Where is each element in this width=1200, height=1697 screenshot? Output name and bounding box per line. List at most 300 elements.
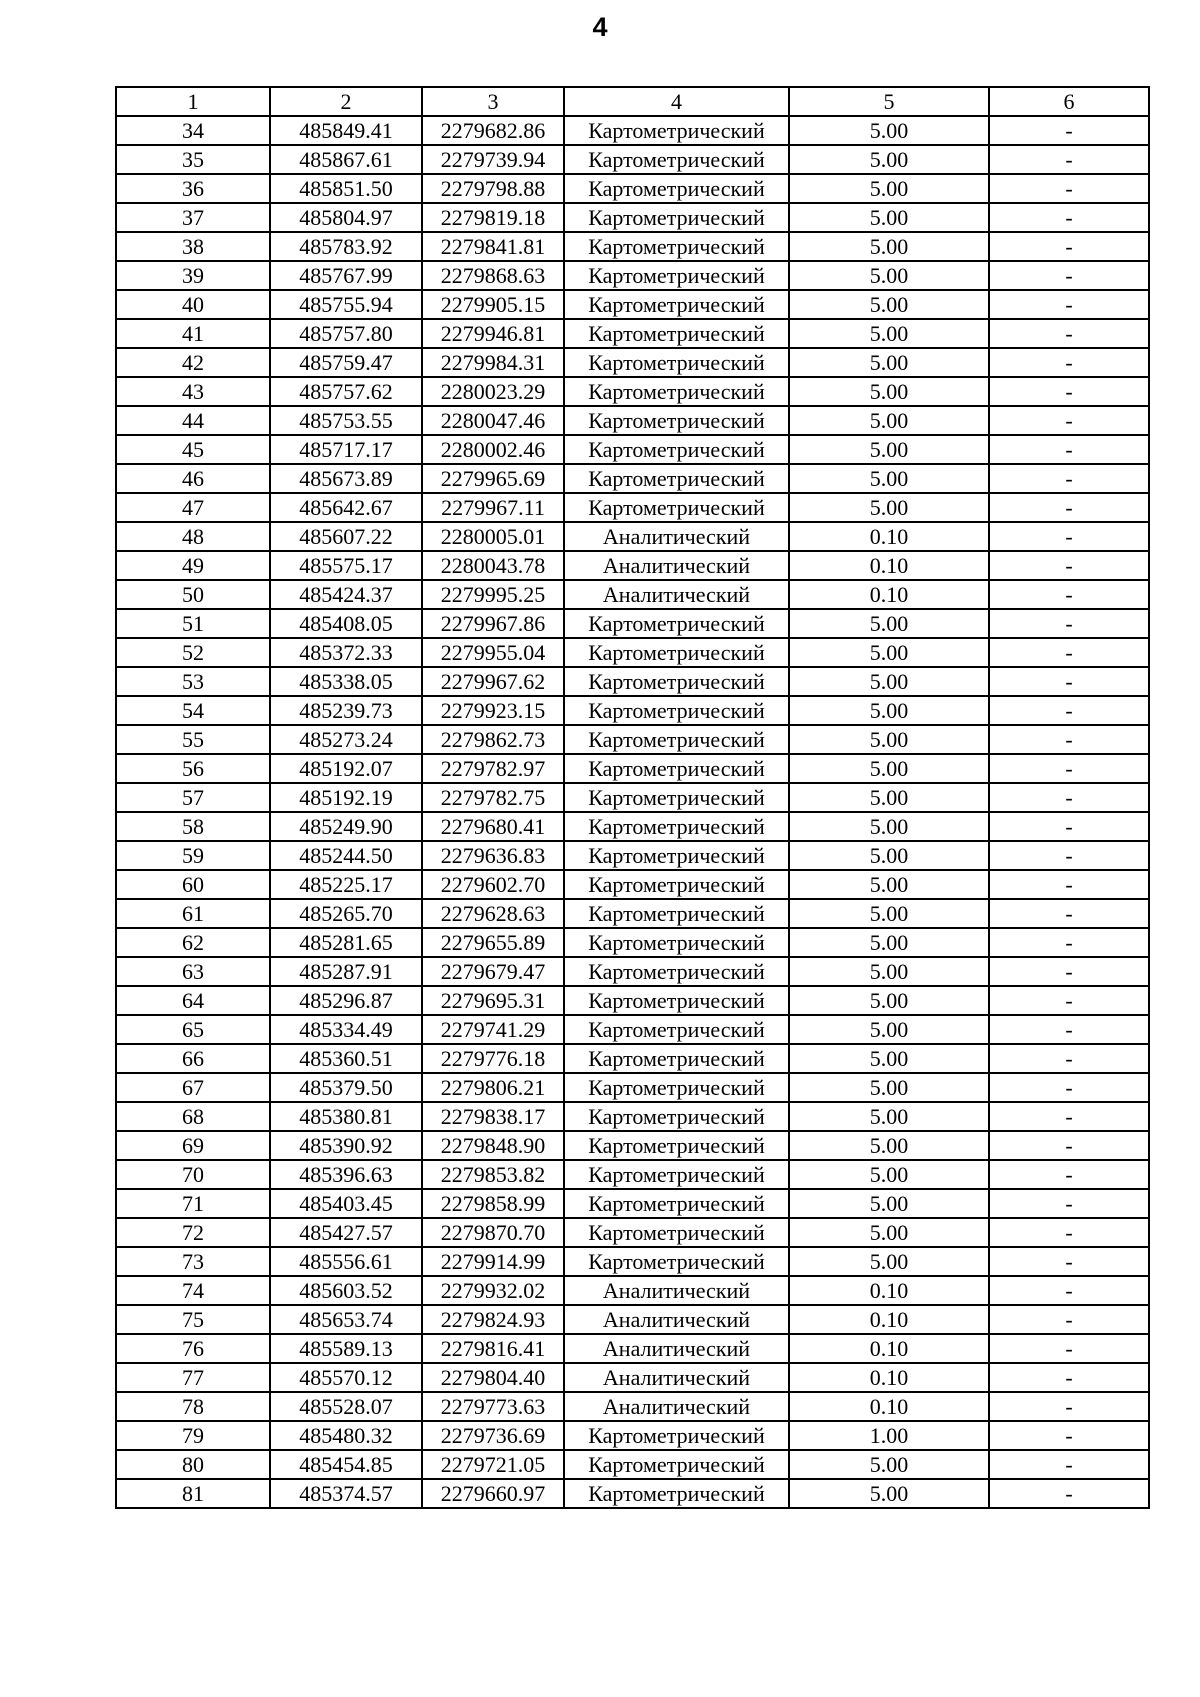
method-cell: Картометрический xyxy=(564,1160,789,1189)
point-number-cell: 62 xyxy=(116,928,270,957)
accuracy-cell: 5.00 xyxy=(789,174,989,203)
table-row xyxy=(116,1160,1149,1189)
description-cell: - xyxy=(989,1276,1149,1305)
table-row xyxy=(116,290,1149,319)
accuracy-cell: 5.00 xyxy=(789,1247,989,1276)
table-row xyxy=(116,812,1149,841)
accuracy-cell: 5.00 xyxy=(789,290,989,319)
point-number-cell: 75 xyxy=(116,1305,270,1334)
y-coordinate-cell: 2279739.94 xyxy=(422,145,564,174)
y-coordinate-cell: 2279955.04 xyxy=(422,638,564,667)
table-row xyxy=(116,406,1149,435)
method-cell: Аналитический xyxy=(564,1392,789,1421)
x-coordinate-cell: 485480.32 xyxy=(270,1421,422,1450)
point-number-cell: 40 xyxy=(116,290,270,319)
y-coordinate-cell: 2279806.21 xyxy=(422,1073,564,1102)
description-cell: - xyxy=(989,290,1149,319)
description-cell: - xyxy=(989,493,1149,522)
description-cell: - xyxy=(989,319,1149,348)
table-row xyxy=(116,1450,1149,1479)
table-row xyxy=(116,174,1149,203)
method-cell: Картометрический xyxy=(564,1421,789,1450)
method-cell: Картометрический xyxy=(564,638,789,667)
point-number-cell: 50 xyxy=(116,580,270,609)
point-number-cell: 69 xyxy=(116,1131,270,1160)
y-coordinate-cell: 2279967.62 xyxy=(422,667,564,696)
point-number-cell: 72 xyxy=(116,1218,270,1247)
method-cell: Картометрический xyxy=(564,1015,789,1044)
method-cell: Картометрический xyxy=(564,1102,789,1131)
method-cell: Картометрический xyxy=(564,725,789,754)
method-cell: Картометрический xyxy=(564,145,789,174)
description-cell: - xyxy=(989,580,1149,609)
x-coordinate-cell: 485867.61 xyxy=(270,145,422,174)
column-header-6: 6 xyxy=(989,87,1149,116)
description-cell: - xyxy=(989,1450,1149,1479)
description-cell: - xyxy=(989,667,1149,696)
x-coordinate-cell: 485603.52 xyxy=(270,1276,422,1305)
point-number-cell: 35 xyxy=(116,145,270,174)
x-coordinate-cell: 485265.70 xyxy=(270,899,422,928)
description-cell: - xyxy=(989,841,1149,870)
description-cell: - xyxy=(989,145,1149,174)
point-number-cell: 60 xyxy=(116,870,270,899)
x-coordinate-cell: 485454.85 xyxy=(270,1450,422,1479)
y-coordinate-cell: 2279841.81 xyxy=(422,232,564,261)
y-coordinate-cell: 2280005.01 xyxy=(422,522,564,551)
point-number-cell: 49 xyxy=(116,551,270,580)
description-cell: - xyxy=(989,1015,1149,1044)
y-coordinate-cell: 2279868.63 xyxy=(422,261,564,290)
point-number-cell: 44 xyxy=(116,406,270,435)
description-cell: - xyxy=(989,174,1149,203)
y-coordinate-cell: 2279858.99 xyxy=(422,1189,564,1218)
description-cell: - xyxy=(989,1218,1149,1247)
table-row xyxy=(116,203,1149,232)
accuracy-cell: 1.00 xyxy=(789,1421,989,1450)
y-coordinate-cell: 2279995.25 xyxy=(422,580,564,609)
accuracy-cell: 5.00 xyxy=(789,638,989,667)
table-row xyxy=(116,1421,1149,1450)
column-header-3: 3 xyxy=(422,87,564,116)
table-row xyxy=(116,783,1149,812)
point-number-cell: 34 xyxy=(116,116,270,145)
method-cell: Аналитический xyxy=(564,1334,789,1363)
x-coordinate-cell: 485673.89 xyxy=(270,464,422,493)
method-cell: Картометрический xyxy=(564,841,789,870)
accuracy-cell: 5.00 xyxy=(789,464,989,493)
description-cell: - xyxy=(989,1073,1149,1102)
y-coordinate-cell: 2279804.40 xyxy=(422,1363,564,1392)
x-coordinate-cell: 485570.12 xyxy=(270,1363,422,1392)
table-row xyxy=(116,377,1149,406)
accuracy-cell: 5.00 xyxy=(789,406,989,435)
method-cell: Картометрический xyxy=(564,754,789,783)
y-coordinate-cell: 2279628.63 xyxy=(422,899,564,928)
accuracy-cell: 0.10 xyxy=(789,551,989,580)
accuracy-cell: 5.00 xyxy=(789,1073,989,1102)
point-number-cell: 47 xyxy=(116,493,270,522)
x-coordinate-cell: 485296.87 xyxy=(270,986,422,1015)
accuracy-cell: 5.00 xyxy=(789,870,989,899)
x-coordinate-cell: 485849.41 xyxy=(270,116,422,145)
method-cell: Картометрический xyxy=(564,406,789,435)
point-number-cell: 79 xyxy=(116,1421,270,1450)
method-cell: Картометрический xyxy=(564,290,789,319)
description-cell: - xyxy=(989,348,1149,377)
method-cell: Картометрический xyxy=(564,319,789,348)
description-cell: - xyxy=(989,551,1149,580)
x-coordinate-cell: 485575.17 xyxy=(270,551,422,580)
description-cell: - xyxy=(989,1305,1149,1334)
table-row xyxy=(116,580,1149,609)
accuracy-cell: 5.00 xyxy=(789,957,989,986)
table-row xyxy=(116,986,1149,1015)
method-cell: Аналитический xyxy=(564,551,789,580)
description-cell: - xyxy=(989,1479,1149,1508)
method-cell: Картометрический xyxy=(564,174,789,203)
accuracy-cell: 5.00 xyxy=(789,435,989,464)
accuracy-cell: 5.00 xyxy=(789,1218,989,1247)
method-cell: Картометрический xyxy=(564,1044,789,1073)
description-cell: - xyxy=(989,609,1149,638)
y-coordinate-cell: 2279848.90 xyxy=(422,1131,564,1160)
method-cell: Аналитический xyxy=(564,1363,789,1392)
method-cell: Картометрический xyxy=(564,986,789,1015)
description-cell: - xyxy=(989,1160,1149,1189)
column-header-4: 4 xyxy=(564,87,789,116)
x-coordinate-cell: 485192.19 xyxy=(270,783,422,812)
x-coordinate-cell: 485589.13 xyxy=(270,1334,422,1363)
x-coordinate-cell: 485360.51 xyxy=(270,1044,422,1073)
description-cell: - xyxy=(989,1421,1149,1450)
method-cell: Картометрический xyxy=(564,899,789,928)
method-cell: Картометрический xyxy=(564,928,789,957)
y-coordinate-cell: 2279870.70 xyxy=(422,1218,564,1247)
point-number-cell: 41 xyxy=(116,319,270,348)
method-cell: Картометрический xyxy=(564,957,789,986)
accuracy-cell: 5.00 xyxy=(789,667,989,696)
table-row xyxy=(116,1015,1149,1044)
table-row xyxy=(116,957,1149,986)
accuracy-cell: 5.00 xyxy=(789,841,989,870)
table-row xyxy=(116,348,1149,377)
point-number-cell: 77 xyxy=(116,1363,270,1392)
table-row xyxy=(116,1305,1149,1334)
method-cell: Картометрический xyxy=(564,1247,789,1276)
y-coordinate-cell: 2279682.86 xyxy=(422,116,564,145)
accuracy-cell: 0.10 xyxy=(789,522,989,551)
method-cell: Картометрический xyxy=(564,1073,789,1102)
x-coordinate-cell: 485757.62 xyxy=(270,377,422,406)
table-row xyxy=(116,1392,1149,1421)
accuracy-cell: 0.10 xyxy=(789,580,989,609)
x-coordinate-cell: 485374.57 xyxy=(270,1479,422,1508)
accuracy-cell: 5.00 xyxy=(789,493,989,522)
table-row xyxy=(116,493,1149,522)
point-number-cell: 74 xyxy=(116,1276,270,1305)
method-cell: Картометрический xyxy=(564,812,789,841)
x-coordinate-cell: 485225.17 xyxy=(270,870,422,899)
y-coordinate-cell: 2279773.63 xyxy=(422,1392,564,1421)
point-number-cell: 67 xyxy=(116,1073,270,1102)
x-coordinate-cell: 485244.50 xyxy=(270,841,422,870)
table-row xyxy=(116,899,1149,928)
method-cell: Картометрический xyxy=(564,783,789,812)
description-cell: - xyxy=(989,1131,1149,1160)
point-number-cell: 70 xyxy=(116,1160,270,1189)
y-coordinate-cell: 2280023.29 xyxy=(422,377,564,406)
description-cell: - xyxy=(989,377,1149,406)
point-number-cell: 36 xyxy=(116,174,270,203)
accuracy-cell: 5.00 xyxy=(789,1189,989,1218)
table-row xyxy=(116,928,1149,957)
y-coordinate-cell: 2279741.29 xyxy=(422,1015,564,1044)
x-coordinate-cell: 485759.47 xyxy=(270,348,422,377)
accuracy-cell: 5.00 xyxy=(789,203,989,232)
table-row xyxy=(116,1276,1149,1305)
x-coordinate-cell: 485424.37 xyxy=(270,580,422,609)
table-row xyxy=(116,145,1149,174)
x-coordinate-cell: 485380.81 xyxy=(270,1102,422,1131)
accuracy-cell: 0.10 xyxy=(789,1305,989,1334)
point-number-cell: 43 xyxy=(116,377,270,406)
y-coordinate-cell: 2279838.17 xyxy=(422,1102,564,1131)
table-row xyxy=(116,464,1149,493)
column-header-5: 5 xyxy=(789,87,989,116)
method-cell: Картометрический xyxy=(564,348,789,377)
x-coordinate-cell: 485249.90 xyxy=(270,812,422,841)
y-coordinate-cell: 2279679.47 xyxy=(422,957,564,986)
description-cell: - xyxy=(989,899,1149,928)
description-cell: - xyxy=(989,638,1149,667)
description-cell: - xyxy=(989,696,1149,725)
description-cell: - xyxy=(989,1044,1149,1073)
accuracy-cell: 5.00 xyxy=(789,232,989,261)
table-row xyxy=(116,1044,1149,1073)
description-cell: - xyxy=(989,870,1149,899)
accuracy-cell: 5.00 xyxy=(789,1102,989,1131)
description-cell: - xyxy=(989,203,1149,232)
x-coordinate-cell: 485379.50 xyxy=(270,1073,422,1102)
point-number-cell: 59 xyxy=(116,841,270,870)
table-row xyxy=(116,638,1149,667)
accuracy-cell: 5.00 xyxy=(789,1450,989,1479)
accuracy-cell: 5.00 xyxy=(789,986,989,1015)
accuracy-cell: 5.00 xyxy=(789,725,989,754)
description-cell: - xyxy=(989,1102,1149,1131)
table-row xyxy=(116,116,1149,145)
description-cell: - xyxy=(989,783,1149,812)
accuracy-cell: 5.00 xyxy=(789,1015,989,1044)
table-row xyxy=(116,261,1149,290)
method-cell: Картометрический xyxy=(564,1189,789,1218)
y-coordinate-cell: 2279655.89 xyxy=(422,928,564,957)
accuracy-cell: 5.00 xyxy=(789,145,989,174)
column-header-2: 2 xyxy=(270,87,422,116)
method-cell: Аналитический xyxy=(564,1276,789,1305)
point-number-cell: 48 xyxy=(116,522,270,551)
y-coordinate-cell: 2279782.75 xyxy=(422,783,564,812)
x-coordinate-cell: 485281.65 xyxy=(270,928,422,957)
point-number-cell: 73 xyxy=(116,1247,270,1276)
method-cell: Картометрический xyxy=(564,870,789,899)
point-number-cell: 81 xyxy=(116,1479,270,1508)
y-coordinate-cell: 2279816.41 xyxy=(422,1334,564,1363)
method-cell: Картометрический xyxy=(564,232,789,261)
table-row xyxy=(116,522,1149,551)
y-coordinate-cell: 2279946.81 xyxy=(422,319,564,348)
description-cell: - xyxy=(989,232,1149,261)
accuracy-cell: 5.00 xyxy=(789,319,989,348)
table-row xyxy=(116,609,1149,638)
point-number-cell: 76 xyxy=(116,1334,270,1363)
method-cell: Картометрический xyxy=(564,464,789,493)
point-number-cell: 66 xyxy=(116,1044,270,1073)
table-header xyxy=(116,87,1149,116)
accuracy-cell: 5.00 xyxy=(789,348,989,377)
point-number-cell: 58 xyxy=(116,812,270,841)
accuracy-cell: 5.00 xyxy=(789,899,989,928)
description-cell: - xyxy=(989,406,1149,435)
y-coordinate-cell: 2279636.83 xyxy=(422,841,564,870)
coordinates-table xyxy=(115,86,1150,1509)
y-coordinate-cell: 2279736.69 xyxy=(422,1421,564,1450)
description-cell: - xyxy=(989,116,1149,145)
method-cell: Картометрический xyxy=(564,696,789,725)
y-coordinate-cell: 2279914.99 xyxy=(422,1247,564,1276)
table-row xyxy=(116,232,1149,261)
accuracy-cell: 5.00 xyxy=(789,928,989,957)
point-number-cell: 53 xyxy=(116,667,270,696)
x-coordinate-cell: 485427.57 xyxy=(270,1218,422,1247)
x-coordinate-cell: 485396.63 xyxy=(270,1160,422,1189)
accuracy-cell: 5.00 xyxy=(789,261,989,290)
description-cell: - xyxy=(989,812,1149,841)
method-cell: Картометрический xyxy=(564,435,789,464)
point-number-cell: 38 xyxy=(116,232,270,261)
y-coordinate-cell: 2279602.70 xyxy=(422,870,564,899)
table-row xyxy=(116,667,1149,696)
description-cell: - xyxy=(989,1363,1149,1392)
description-cell: - xyxy=(989,1334,1149,1363)
x-coordinate-cell: 485653.74 xyxy=(270,1305,422,1334)
point-number-cell: 64 xyxy=(116,986,270,1015)
point-number-cell: 71 xyxy=(116,1189,270,1218)
point-number-cell: 45 xyxy=(116,435,270,464)
x-coordinate-cell: 485767.99 xyxy=(270,261,422,290)
x-coordinate-cell: 485287.91 xyxy=(270,957,422,986)
x-coordinate-cell: 485804.97 xyxy=(270,203,422,232)
x-coordinate-cell: 485783.92 xyxy=(270,232,422,261)
x-coordinate-cell: 485528.07 xyxy=(270,1392,422,1421)
table-row xyxy=(116,1479,1149,1508)
description-cell: - xyxy=(989,754,1149,783)
table-row xyxy=(116,1247,1149,1276)
point-number-cell: 65 xyxy=(116,1015,270,1044)
point-number-cell: 42 xyxy=(116,348,270,377)
y-coordinate-cell: 2279798.88 xyxy=(422,174,564,203)
y-coordinate-cell: 2279932.02 xyxy=(422,1276,564,1305)
table-row xyxy=(116,696,1149,725)
x-coordinate-cell: 485239.73 xyxy=(270,696,422,725)
method-cell: Картометрический xyxy=(564,1479,789,1508)
table-body xyxy=(116,116,1149,1508)
table-row xyxy=(116,1073,1149,1102)
y-coordinate-cell: 2279967.86 xyxy=(422,609,564,638)
y-coordinate-cell: 2279695.31 xyxy=(422,986,564,1015)
accuracy-cell: 5.00 xyxy=(789,1044,989,1073)
accuracy-cell: 5.00 xyxy=(789,1131,989,1160)
description-cell: - xyxy=(989,522,1149,551)
accuracy-cell: 0.10 xyxy=(789,1334,989,1363)
method-cell: Картометрический xyxy=(564,493,789,522)
description-cell: - xyxy=(989,725,1149,754)
x-coordinate-cell: 485192.07 xyxy=(270,754,422,783)
method-cell: Аналитический xyxy=(564,1305,789,1334)
point-number-cell: 61 xyxy=(116,899,270,928)
point-number-cell: 80 xyxy=(116,1450,270,1479)
table-row xyxy=(116,1218,1149,1247)
accuracy-cell: 5.00 xyxy=(789,1160,989,1189)
description-cell: - xyxy=(989,1392,1149,1421)
accuracy-cell: 5.00 xyxy=(789,696,989,725)
point-number-cell: 54 xyxy=(116,696,270,725)
description-cell: - xyxy=(989,928,1149,957)
y-coordinate-cell: 2279905.15 xyxy=(422,290,564,319)
x-coordinate-cell: 485338.05 xyxy=(270,667,422,696)
method-cell: Картометрический xyxy=(564,116,789,145)
point-number-cell: 55 xyxy=(116,725,270,754)
x-coordinate-cell: 485753.55 xyxy=(270,406,422,435)
x-coordinate-cell: 485390.92 xyxy=(270,1131,422,1160)
x-coordinate-cell: 485372.33 xyxy=(270,638,422,667)
table-row xyxy=(116,1102,1149,1131)
x-coordinate-cell: 485851.50 xyxy=(270,174,422,203)
point-number-cell: 57 xyxy=(116,783,270,812)
page-number: 4 xyxy=(592,12,608,42)
point-number-cell: 56 xyxy=(116,754,270,783)
x-coordinate-cell: 485755.94 xyxy=(270,290,422,319)
header-row xyxy=(116,87,1149,116)
table-row xyxy=(116,1334,1149,1363)
y-coordinate-cell: 2279984.31 xyxy=(422,348,564,377)
description-cell: - xyxy=(989,464,1149,493)
y-coordinate-cell: 2279776.18 xyxy=(422,1044,564,1073)
description-cell: - xyxy=(989,261,1149,290)
accuracy-cell: 0.10 xyxy=(789,1392,989,1421)
x-coordinate-cell: 485408.05 xyxy=(270,609,422,638)
y-coordinate-cell: 2279965.69 xyxy=(422,464,564,493)
y-coordinate-cell: 2279721.05 xyxy=(422,1450,564,1479)
point-number-cell: 63 xyxy=(116,957,270,986)
y-coordinate-cell: 2279923.15 xyxy=(422,696,564,725)
point-number-cell: 51 xyxy=(116,609,270,638)
point-number-cell: 78 xyxy=(116,1392,270,1421)
method-cell: Картометрический xyxy=(564,1218,789,1247)
y-coordinate-cell: 2280002.46 xyxy=(422,435,564,464)
y-coordinate-cell: 2279660.97 xyxy=(422,1479,564,1508)
y-coordinate-cell: 2279853.82 xyxy=(422,1160,564,1189)
y-coordinate-cell: 2279967.11 xyxy=(422,493,564,522)
table-row xyxy=(116,754,1149,783)
table-row xyxy=(116,870,1149,899)
x-coordinate-cell: 485556.61 xyxy=(270,1247,422,1276)
table-row xyxy=(116,725,1149,754)
y-coordinate-cell: 2279782.97 xyxy=(422,754,564,783)
description-cell: - xyxy=(989,1189,1149,1218)
accuracy-cell: 5.00 xyxy=(789,812,989,841)
